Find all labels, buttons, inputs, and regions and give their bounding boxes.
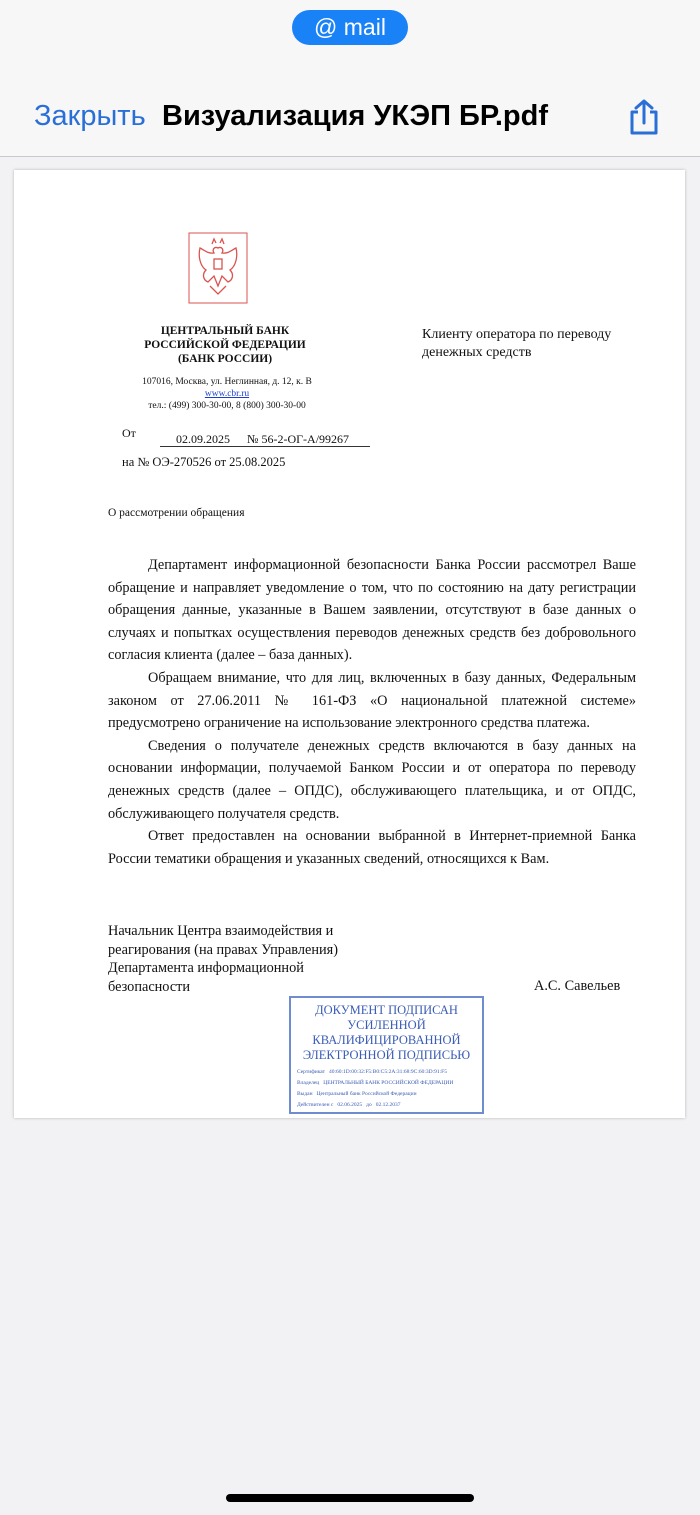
bank-website-link[interactable]: www.cbr.ru bbox=[204, 389, 250, 399]
bank-name-line: (БАНК РОССИИ) bbox=[177, 353, 273, 365]
paragraph: Обращаем внимание, что для лиц, включенных в базу данных, Федеральным законом от 27.06.2011 № 161-ФЗ «О национальной платежной системе» предусмотрено ограничение на использование электронного средства платежа. bbox=[108, 669, 636, 732]
recipient: Клиенту оператора по переводу денежных средств bbox=[422, 327, 612, 360]
stamp-valid-to: 02.12.2037 bbox=[375, 1102, 401, 1108]
mail-return-pill[interactable]: @ mail bbox=[292, 10, 408, 45]
stamp-issued-value: Центральный банк Российской Федерации bbox=[316, 1091, 417, 1097]
close-button[interactable]: Закрыть bbox=[34, 100, 146, 132]
bank-address-block bbox=[107, 376, 347, 412]
letter-body bbox=[108, 554, 636, 870]
document-title: Визуализация УКЭП БР.pdf bbox=[162, 100, 548, 132]
letter-subject: О рассмотрении обращения bbox=[108, 507, 245, 519]
paragraph: Сведения о получателе денежных средств включаются в базу данных на основании информации, получаемой Банком России и от оператора по переводу денежных средств (далее – ОПДС), обслуживающего плательщика, и от ОПДС, обслуживающего получателя средств. bbox=[108, 737, 636, 822]
bank-name-line: ЦЕНТРАЛЬНЫЙ БАНК bbox=[160, 325, 290, 337]
position-line: Начальник Центра взаимодействия и bbox=[108, 923, 334, 939]
bank-name-line: РОССИЙСКОЙ ФЕДЕРАЦИИ bbox=[144, 339, 306, 351]
stamp-title-line: КВАЛИФИЦИРОВАННОЙ bbox=[312, 1033, 461, 1047]
stamp-certificate-value: 40:60:1D:00:32:F5:B0:C5:2A:31:68:9C:60:3D:91:F5 bbox=[329, 1069, 447, 1075]
top-bar bbox=[0, 0, 700, 157]
coat-of-arms-emblem bbox=[188, 232, 248, 304]
stamp-issued bbox=[297, 1089, 482, 1100]
stamp-validity bbox=[297, 1100, 482, 1111]
home-indicator[interactable] bbox=[226, 1494, 474, 1502]
stamp-valid-label: Действителен с bbox=[297, 1102, 334, 1108]
e-signature-stamp bbox=[289, 996, 484, 1114]
stamp-valid-to-label: до bbox=[366, 1102, 372, 1108]
stamp-owner-label: Владелец bbox=[297, 1080, 320, 1086]
stamp-valid-from: 02.06.2025 bbox=[337, 1102, 363, 1108]
signer-position bbox=[108, 922, 408, 996]
stamp-title-line: УСИЛЕННОЙ bbox=[347, 1018, 426, 1032]
position-line: безопасности bbox=[108, 978, 191, 995]
paragraph: Департамент информационной безопасности Банка России рассмотрел Ваше обращение и направляет уведомление о том, что по состоянию на дату регистрации обращения данные, указанные в Вашем заявлении, отсутствуют в базе данных о случаях и попытках осуществления переводов денежных средств без добровольного согласия клиента (далее – база данных). bbox=[108, 557, 636, 664]
bank-address: 107016, Москва, ул. Неглинная, д. 12, к. В bbox=[142, 377, 312, 387]
bank-phones: тел.: (499) 300-30-00, 8 (800) 300-30-00 bbox=[148, 401, 306, 411]
letter-number: № 56-2-ОГ-А/99267 bbox=[247, 432, 350, 446]
stamp-certificate-label: Сертификат bbox=[297, 1069, 325, 1075]
stamp-title-line: ЭЛЕКТРОННОЙ ПОДПИСЬЮ bbox=[302, 1048, 471, 1062]
stamp-issued-label: Выдан bbox=[297, 1091, 313, 1097]
stamp-owner-value: ЦЕНТРАЛЬНЫЙ БАНК РОССИЙСКОЙ ФЕДЕРАЦИИ bbox=[323, 1080, 454, 1086]
position-line: реагирования (на правах Управления) bbox=[108, 941, 338, 958]
stamp-certificate bbox=[297, 1067, 482, 1078]
position-line: Департамента информационной bbox=[108, 960, 304, 976]
letter-date: 02.09.2025 bbox=[176, 432, 230, 446]
from-label: От bbox=[122, 426, 136, 440]
share-icon[interactable] bbox=[626, 98, 662, 136]
stamp-title bbox=[291, 998, 482, 1063]
date-number-line bbox=[160, 432, 370, 447]
bank-name bbox=[114, 324, 336, 366]
reference-number: на № ОЭ-270526 от 25.08.2025 bbox=[122, 455, 286, 469]
paragraph: Ответ предоставлен на основании выбранной в Интернет-приемной Банка России тематики обращения и указанных сведений, относящихся к Вам. bbox=[108, 828, 636, 867]
stamp-owner bbox=[297, 1078, 482, 1089]
pdf-page bbox=[14, 170, 685, 1118]
stamp-title-line: ДОКУМЕНТ ПОДПИСАН bbox=[315, 1003, 458, 1017]
stamp-meta bbox=[291, 1067, 482, 1111]
signer-name: А.С. Савельев bbox=[534, 978, 621, 994]
